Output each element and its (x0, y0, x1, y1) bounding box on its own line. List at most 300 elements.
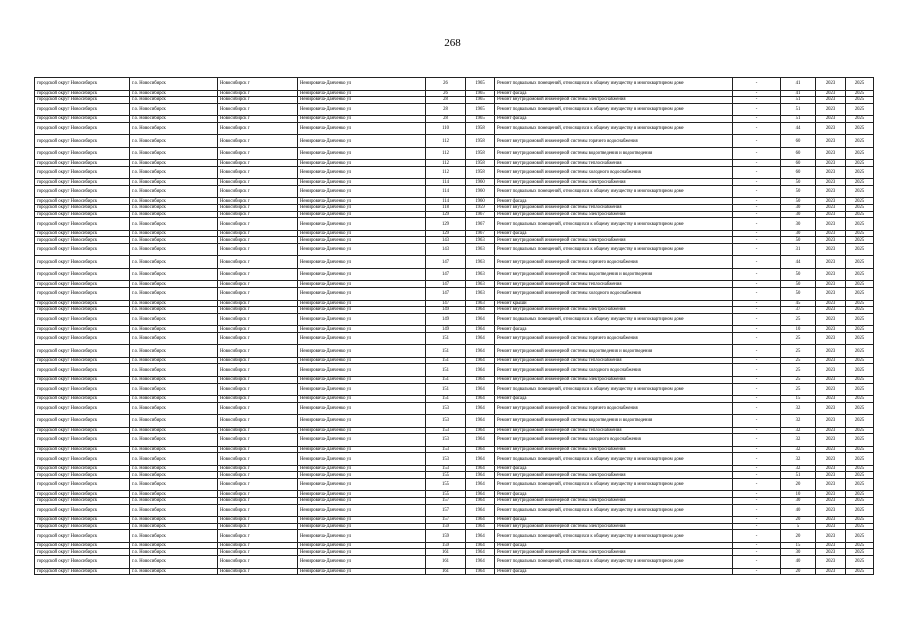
cell-amount: 50 (781, 185, 816, 198)
table-row (35, 160, 874, 167)
cell-amount: 44 (781, 122, 816, 135)
cell-municipality: городской округ Новосибирск (35, 300, 130, 307)
cell-work-type: Ремонт фасада (495, 491, 733, 498)
cell-year-built: 1964 (466, 523, 495, 530)
cell-street: Немировича-Данченко ул (298, 211, 426, 218)
cell-amount: 51 (781, 103, 816, 116)
cell-blank-col: - (733, 556, 781, 569)
cell-work-type: Ремонт фасада (495, 326, 733, 333)
cell-amount: 25 (781, 364, 816, 377)
cell-blank-col: - (733, 179, 781, 186)
cell-year-from: 2023 (816, 218, 846, 231)
cell-municipality: городской округ Новосибирск (35, 446, 130, 453)
cell-year-to: 2025 (846, 556, 874, 569)
cell-house-number: 161 (426, 549, 466, 556)
cell-blank-col: - (733, 364, 781, 377)
cell-district: г.о. Новосибирск (130, 135, 218, 148)
cell-blank-col: - (733, 135, 781, 148)
cell-work-type: Ремонт подвальных помещений, относящихся к общему имуществу в многоквартирном доме (495, 185, 733, 198)
cell-year-to: 2025 (846, 103, 874, 116)
cell-house-number: 159 (426, 523, 466, 530)
cell-work-type: Ремонт подвальных помещений, относящихся к общему имуществу в многоквартирном доме (495, 122, 733, 135)
cell-amount: 25 (781, 376, 816, 383)
cell-district: г.о. Новосибирск (130, 90, 218, 97)
cell-work-type: Ремонт подвальных помещений, относящихся к общему имуществу в многоквартирном доме (495, 313, 733, 326)
cell-work-type: Ремонт внутридомовой инженерной системы электроснабжения (495, 211, 733, 218)
cell-settlement: Новосибирск г (218, 166, 298, 179)
cell-work-type: Ремонт фасада (495, 230, 733, 237)
cell-year-from: 2023 (816, 504, 846, 517)
cell-house-number: 155 (426, 478, 466, 491)
cell-blank-col: - (733, 78, 781, 91)
table-row (35, 300, 874, 307)
cell-year-to: 2025 (846, 465, 874, 472)
cell-work-type: Ремонт подвальных помещений, относящихся к общему имуществу в многоквартирном доме (495, 478, 733, 491)
cell-blank-col: - (733, 465, 781, 472)
cell-amount: 30 (781, 218, 816, 231)
cell-street: Немировича-Данченко ул (298, 568, 426, 575)
cell-year-built: 1964 (466, 326, 495, 333)
cell-blank-col: - (733, 542, 781, 549)
cell-year-built: 1967 (466, 218, 495, 231)
cell-year-built: 1965 (466, 97, 495, 104)
cell-work-type: Ремонт фасада (495, 542, 733, 549)
cell-district: г.о. Новосибирск (130, 427, 218, 434)
cell-year-from: 2023 (816, 179, 846, 186)
cell-year-built: 1965 (466, 103, 495, 116)
cell-year-from: 2023 (816, 332, 846, 345)
cell-municipality: городской округ Новосибирск (35, 160, 130, 167)
cell-blank-col: - (733, 517, 781, 524)
cell-street: Немировича-Данченко ул (298, 415, 426, 428)
cell-municipality: городской округ Новосибирск (35, 542, 130, 549)
cell-blank-col: - (733, 427, 781, 434)
cell-settlement: Новосибирск г (218, 230, 298, 237)
cell-street: Немировича-Данченко ул (298, 166, 426, 179)
cell-work-type: Ремонт внутридомовой инженерной системы холодного водоснабжения (495, 288, 733, 301)
cell-house-number: 28 (426, 97, 466, 104)
cell-district: г.о. Новосибирск (130, 288, 218, 301)
table-row (35, 218, 874, 231)
cell-street: Немировича-Данченко ул (298, 556, 426, 569)
cell-house-number: 114 (426, 198, 466, 205)
cell-year-built: 1964 (466, 472, 495, 479)
cell-municipality: городской округ Новосибирск (35, 230, 130, 237)
table-row (35, 211, 874, 218)
cell-settlement: Новосибирск г (218, 198, 298, 205)
cell-work-type: Ремонт внутридомовой инженерной системы водоотведения и водоотведения (495, 147, 733, 160)
table-row (35, 332, 874, 345)
cell-house-number: 26 (426, 90, 466, 97)
cell-settlement: Новосибирск г (218, 364, 298, 377)
cell-house-number: 28 (426, 116, 466, 123)
cell-year-from: 2023 (816, 230, 846, 237)
cell-year-to: 2025 (846, 504, 874, 517)
cell-year-to: 2025 (846, 237, 874, 244)
cell-settlement: Новосибирск г (218, 256, 298, 269)
cell-year-to: 2025 (846, 530, 874, 543)
cell-amount: 44 (781, 256, 816, 269)
cell-year-built: 1964 (466, 530, 495, 543)
cell-settlement: Новосибирск г (218, 332, 298, 345)
table-row (35, 135, 874, 148)
cell-municipality: городской округ Новосибирск (35, 268, 130, 281)
cell-house-number: 112 (426, 160, 466, 167)
cell-district: г.о. Новосибирск (130, 549, 218, 556)
cell-year-built: 1964 (466, 478, 495, 491)
cell-amount: 50 (781, 179, 816, 186)
table-row (35, 198, 874, 205)
table-row (35, 166, 874, 179)
cell-municipality: городской округ Новосибирск (35, 345, 130, 358)
cell-amount: 60 (781, 135, 816, 148)
cell-amount: 25 (781, 383, 816, 396)
cell-municipality: городской округ Новосибирск (35, 523, 130, 530)
cell-street: Немировича-Данченко ул (298, 383, 426, 396)
cell-year-to: 2025 (846, 97, 874, 104)
cell-year-to: 2025 (846, 376, 874, 383)
cell-municipality: городской округ Новосибирск (35, 498, 130, 505)
cell-year-to: 2025 (846, 478, 874, 491)
table-row (35, 549, 874, 556)
cell-blank-col: - (733, 281, 781, 288)
cell-house-number: 155 (426, 491, 466, 498)
page-number: 268 (444, 37, 461, 49)
table-row (35, 288, 874, 301)
table-row (35, 97, 874, 104)
cell-municipality: городской округ Новосибирск (35, 218, 130, 231)
cell-settlement: Новосибирск г (218, 211, 298, 218)
cell-municipality: городской округ Новосибирск (35, 465, 130, 472)
cell-settlement: Новосибирск г (218, 237, 298, 244)
cell-blank-col: - (733, 332, 781, 345)
cell-blank-col: - (733, 396, 781, 403)
cell-year-from: 2023 (816, 135, 846, 148)
cell-year-from: 2023 (816, 198, 846, 205)
cell-district: г.о. Новосибирск (130, 160, 218, 167)
cell-blank-col: - (733, 478, 781, 491)
cell-amount: 51 (781, 97, 816, 104)
cell-year-built: 1964 (466, 357, 495, 364)
cell-year-to: 2025 (846, 78, 874, 91)
cell-settlement: Новосибирск г (218, 446, 298, 453)
cell-year-to: 2025 (846, 326, 874, 333)
cell-year-to: 2025 (846, 268, 874, 281)
cell-amount: 32 (781, 446, 816, 453)
cell-settlement: Новосибирск г (218, 453, 298, 466)
cell-amount: 15 (781, 396, 816, 403)
cell-municipality: городской округ Новосибирск (35, 332, 130, 345)
cell-municipality: городской округ Новосибирск (35, 434, 130, 447)
cell-year-to: 2025 (846, 357, 874, 364)
cell-year-to: 2025 (846, 345, 874, 358)
cell-blank-col: - (733, 300, 781, 307)
cell-municipality: городской округ Новосибирск (35, 90, 130, 97)
cell-district: г.о. Новосибирск (130, 326, 218, 333)
cell-house-number: 112 (426, 135, 466, 148)
cell-house-number: 161 (426, 556, 466, 569)
cell-district: г.о. Новосибирск (130, 491, 218, 498)
cell-year-to: 2025 (846, 498, 874, 505)
cell-year-from: 2023 (816, 402, 846, 415)
cell-work-type: Ремонт крыши (495, 300, 733, 307)
cell-municipality: городской округ Новосибирск (35, 97, 130, 104)
table-row (35, 281, 874, 288)
cell-amount: 5 (781, 523, 816, 530)
cell-street: Немировича-Данченко ул (298, 97, 426, 104)
cell-year-built: 1963 (466, 237, 495, 244)
cell-year-built: 1960 (466, 198, 495, 205)
cell-street: Немировича-Данченко ул (298, 230, 426, 237)
cell-municipality: городской округ Новосибирск (35, 243, 130, 256)
cell-blank-col: - (733, 256, 781, 269)
cell-district: г.о. Новосибирск (130, 211, 218, 218)
cell-blank-col: - (733, 166, 781, 179)
cell-street: Немировича-Данченко ул (298, 491, 426, 498)
cell-year-built: 1965 (466, 90, 495, 97)
cell-work-type: Ремонт внутридомовой инженерной системы теплоснабжения (495, 357, 733, 364)
cell-district: г.о. Новосибирск (130, 307, 218, 314)
cell-year-built: 1958 (466, 135, 495, 148)
cell-blank-col: - (733, 313, 781, 326)
cell-work-type: Ремонт внутридомовой инженерной системы горячего водоснабжения (495, 256, 733, 269)
cell-work-type: Ремонт внутридомовой инженерной системы водоотведения и водоотведения (495, 345, 733, 358)
cell-year-from: 2023 (816, 268, 846, 281)
table-row (35, 230, 874, 237)
cell-district: г.о. Новосибирск (130, 530, 218, 543)
cell-work-type: Ремонт внутридомовой инженерной системы электроснабжения (495, 376, 733, 383)
cell-blank-col: - (733, 103, 781, 116)
cell-street: Немировича-Данченко ул (298, 268, 426, 281)
table-row (35, 556, 874, 569)
cell-amount: 10 (781, 326, 816, 333)
cell-settlement: Новосибирск г (218, 281, 298, 288)
cell-work-type: Ремонт внутридомовой инженерной системы электроснабжения (495, 549, 733, 556)
cell-house-number: 151 (426, 376, 466, 383)
cell-year-built: 1959 (466, 205, 495, 212)
cell-settlement: Новосибирск г (218, 345, 298, 358)
cell-year-built: 1958 (466, 147, 495, 160)
cell-year-to: 2025 (846, 185, 874, 198)
cell-work-type: Ремонт внутридомовой инженерной системы водоотведения и водоотведения (495, 415, 733, 428)
cell-work-type: Ремонт внутридомовой инженерной системы электроснабжения (495, 97, 733, 104)
cell-amount: 60 (781, 166, 816, 179)
cell-municipality: городской округ Новосибирск (35, 281, 130, 288)
cell-house-number: 151 (426, 383, 466, 396)
table-row (35, 237, 874, 244)
cell-year-built: 1963 (466, 256, 495, 269)
cell-blank-col: - (733, 147, 781, 160)
cell-work-type: Ремонт подвальных помещений, относящихся к общему имуществу в многоквартирном доме (495, 530, 733, 543)
cell-blank-col: - (733, 491, 781, 498)
cell-municipality: городской округ Новосибирск (35, 427, 130, 434)
cell-blank-col: - (733, 383, 781, 396)
table-row (35, 434, 874, 447)
cell-year-to: 2025 (846, 402, 874, 415)
cell-amount: 37 (781, 307, 816, 314)
cell-street: Немировича-Данченко ул (298, 345, 426, 358)
table-row (35, 313, 874, 326)
cell-municipality: городской округ Новосибирск (35, 530, 130, 543)
cell-settlement: Новосибирск г (218, 415, 298, 428)
cell-settlement: Новосибирск г (218, 517, 298, 524)
cell-year-built: 1964 (466, 427, 495, 434)
cell-house-number: 114 (426, 179, 466, 186)
cell-year-from: 2023 (816, 549, 846, 556)
cell-year-built: 1964 (466, 491, 495, 498)
cell-year-built: 1964 (466, 345, 495, 358)
cell-year-from: 2023 (816, 90, 846, 97)
cell-street: Немировича-Данченко ул (298, 116, 426, 123)
cell-district: г.о. Новосибирск (130, 116, 218, 123)
cell-work-type: Ремонт подвальных помещений, относящихся к общему имуществу в многоквартирном доме (495, 218, 733, 231)
cell-year-built: 1964 (466, 453, 495, 466)
cell-street: Немировича-Данченко ул (298, 185, 426, 198)
cell-year-to: 2025 (846, 135, 874, 148)
cell-year-built: 1964 (466, 498, 495, 505)
table-row (35, 542, 874, 549)
cell-year-built: 1964 (466, 332, 495, 345)
cell-work-type: Ремонт подвальных помещений, относящихся к общему имуществу в многоквартирном доме (495, 453, 733, 466)
cell-year-built: 1965 (466, 116, 495, 123)
cell-year-from: 2023 (816, 78, 846, 91)
cell-year-from: 2023 (816, 376, 846, 383)
cell-year-to: 2025 (846, 179, 874, 186)
cell-year-built: 1964 (466, 307, 495, 314)
cell-district: г.о. Новосибирск (130, 472, 218, 479)
cell-amount: 41 (781, 90, 816, 97)
cell-house-number: 112 (426, 147, 466, 160)
cell-year-built: 1964 (466, 364, 495, 377)
cell-street: Немировича-Данченко ул (298, 135, 426, 148)
cell-year-to: 2025 (846, 383, 874, 396)
cell-year-to: 2025 (846, 542, 874, 549)
cell-year-to: 2025 (846, 122, 874, 135)
cell-amount: 45 (781, 300, 816, 307)
cell-work-type: Ремонт подвальных помещений, относящихся к общему имуществу в многоквартирном доме (495, 103, 733, 116)
cell-year-built: 1964 (466, 313, 495, 326)
cell-work-type: Ремонт внутридомовой инженерной системы электроснабжения (495, 498, 733, 505)
cell-blank-col: - (733, 498, 781, 505)
cell-blank-col: - (733, 243, 781, 256)
cell-year-from: 2023 (816, 434, 846, 447)
cell-settlement: Новосибирск г (218, 530, 298, 543)
cell-year-from: 2023 (816, 383, 846, 396)
cell-amount: 20 (781, 568, 816, 575)
cell-municipality: городской округ Новосибирск (35, 205, 130, 212)
cell-settlement: Новосибирск г (218, 357, 298, 364)
cell-amount: 40 (781, 504, 816, 517)
cell-district: г.о. Новосибирск (130, 517, 218, 524)
cell-year-to: 2025 (846, 434, 874, 447)
cell-house-number: 153 (426, 446, 466, 453)
cell-district: г.о. Новосибирск (130, 198, 218, 205)
cell-street: Немировича-Данченко ул (298, 198, 426, 205)
cell-house-number: 129 (426, 230, 466, 237)
cell-street: Немировича-Данченко ул (298, 364, 426, 377)
cell-municipality: городской округ Новосибирск (35, 453, 130, 466)
cell-year-to: 2025 (846, 243, 874, 256)
cell-municipality: городской округ Новосибирск (35, 549, 130, 556)
cell-work-type: Ремонт внутридомовой инженерной системы холодного водоснабжения (495, 434, 733, 447)
cell-work-type: Ремонт внутридомовой инженерной системы теплоснабжения (495, 205, 733, 212)
cell-work-type: Ремонт подвальных помещений, относящихся к общему имуществу в многоквартирном доме (495, 383, 733, 396)
cell-year-built: 1963 (466, 268, 495, 281)
table-row (35, 465, 874, 472)
cell-street: Немировича-Данченко ул (298, 523, 426, 530)
cell-house-number: 149 (426, 326, 466, 333)
cell-year-to: 2025 (846, 313, 874, 326)
cell-street: Немировича-Данченко ул (298, 313, 426, 326)
cell-settlement: Новосибирск г (218, 402, 298, 415)
cell-house-number: 159 (426, 530, 466, 543)
cell-year-from: 2023 (816, 453, 846, 466)
cell-district: г.о. Новосибирск (130, 396, 218, 403)
cell-district: г.о. Новосибирск (130, 345, 218, 358)
cell-amount: 40 (781, 556, 816, 569)
cell-amount: 32 (781, 434, 816, 447)
cell-district: г.о. Новосибирск (130, 256, 218, 269)
cell-year-from: 2023 (816, 288, 846, 301)
cell-house-number: 114 (426, 185, 466, 198)
cell-work-type: Ремонт внутридомовой инженерной системы электроснабжения (495, 237, 733, 244)
cell-house-number: 147 (426, 256, 466, 269)
cell-blank-col: - (733, 160, 781, 167)
cell-year-from: 2023 (816, 415, 846, 428)
cell-work-type: Ремонт внутридомовой инженерной системы горячего водоснабжения (495, 402, 733, 415)
cell-house-number: 153 (426, 415, 466, 428)
cell-municipality: городской округ Новосибирск (35, 364, 130, 377)
cell-year-from: 2023 (816, 465, 846, 472)
cell-work-type: Ремонт внутридомовой инженерной системы электроснабжения (495, 446, 733, 453)
cell-street: Немировича-Данченко ул (298, 517, 426, 524)
cell-year-built: 1963 (466, 300, 495, 307)
cell-work-type: Ремонт фасада (495, 465, 733, 472)
cell-district: г.о. Новосибирск (130, 523, 218, 530)
table-row (35, 453, 874, 466)
cell-year-to: 2025 (846, 491, 874, 498)
table-row (35, 122, 874, 135)
cell-settlement: Новосибирск г (218, 376, 298, 383)
cell-settlement: Новосибирск г (218, 300, 298, 307)
cell-year-from: 2023 (816, 498, 846, 505)
table-row (35, 517, 874, 524)
cell-street: Немировича-Данченко ул (298, 332, 426, 345)
cell-year-from: 2023 (816, 160, 846, 167)
cell-year-to: 2025 (846, 256, 874, 269)
table-row (35, 147, 874, 160)
cell-settlement: Новосибирск г (218, 472, 298, 479)
cell-amount: 30 (781, 205, 816, 212)
cell-district: г.о. Новосибирск (130, 465, 218, 472)
cell-settlement: Новосибирск г (218, 90, 298, 97)
cell-street: Немировича-Данченко ул (298, 147, 426, 160)
cell-settlement: Новосибирск г (218, 556, 298, 569)
cell-municipality: городской округ Новосибирск (35, 472, 130, 479)
cell-work-type: Ремонт подвальных помещений, относящихся к общему имуществу в многоквартирном доме (495, 243, 733, 256)
cell-settlement: Новосибирск г (218, 243, 298, 256)
table-row (35, 364, 874, 377)
cell-year-to: 2025 (846, 160, 874, 167)
cell-house-number: 157 (426, 504, 466, 517)
cell-street: Немировича-Данченко ул (298, 498, 426, 505)
cell-house-number: 161 (426, 568, 466, 575)
cell-year-from: 2023 (816, 446, 846, 453)
cell-municipality: городской округ Новосибирск (35, 237, 130, 244)
cell-district: г.о. Новосибирск (130, 185, 218, 198)
cell-year-built: 1960 (466, 185, 495, 198)
cell-settlement: Новосибирск г (218, 103, 298, 116)
